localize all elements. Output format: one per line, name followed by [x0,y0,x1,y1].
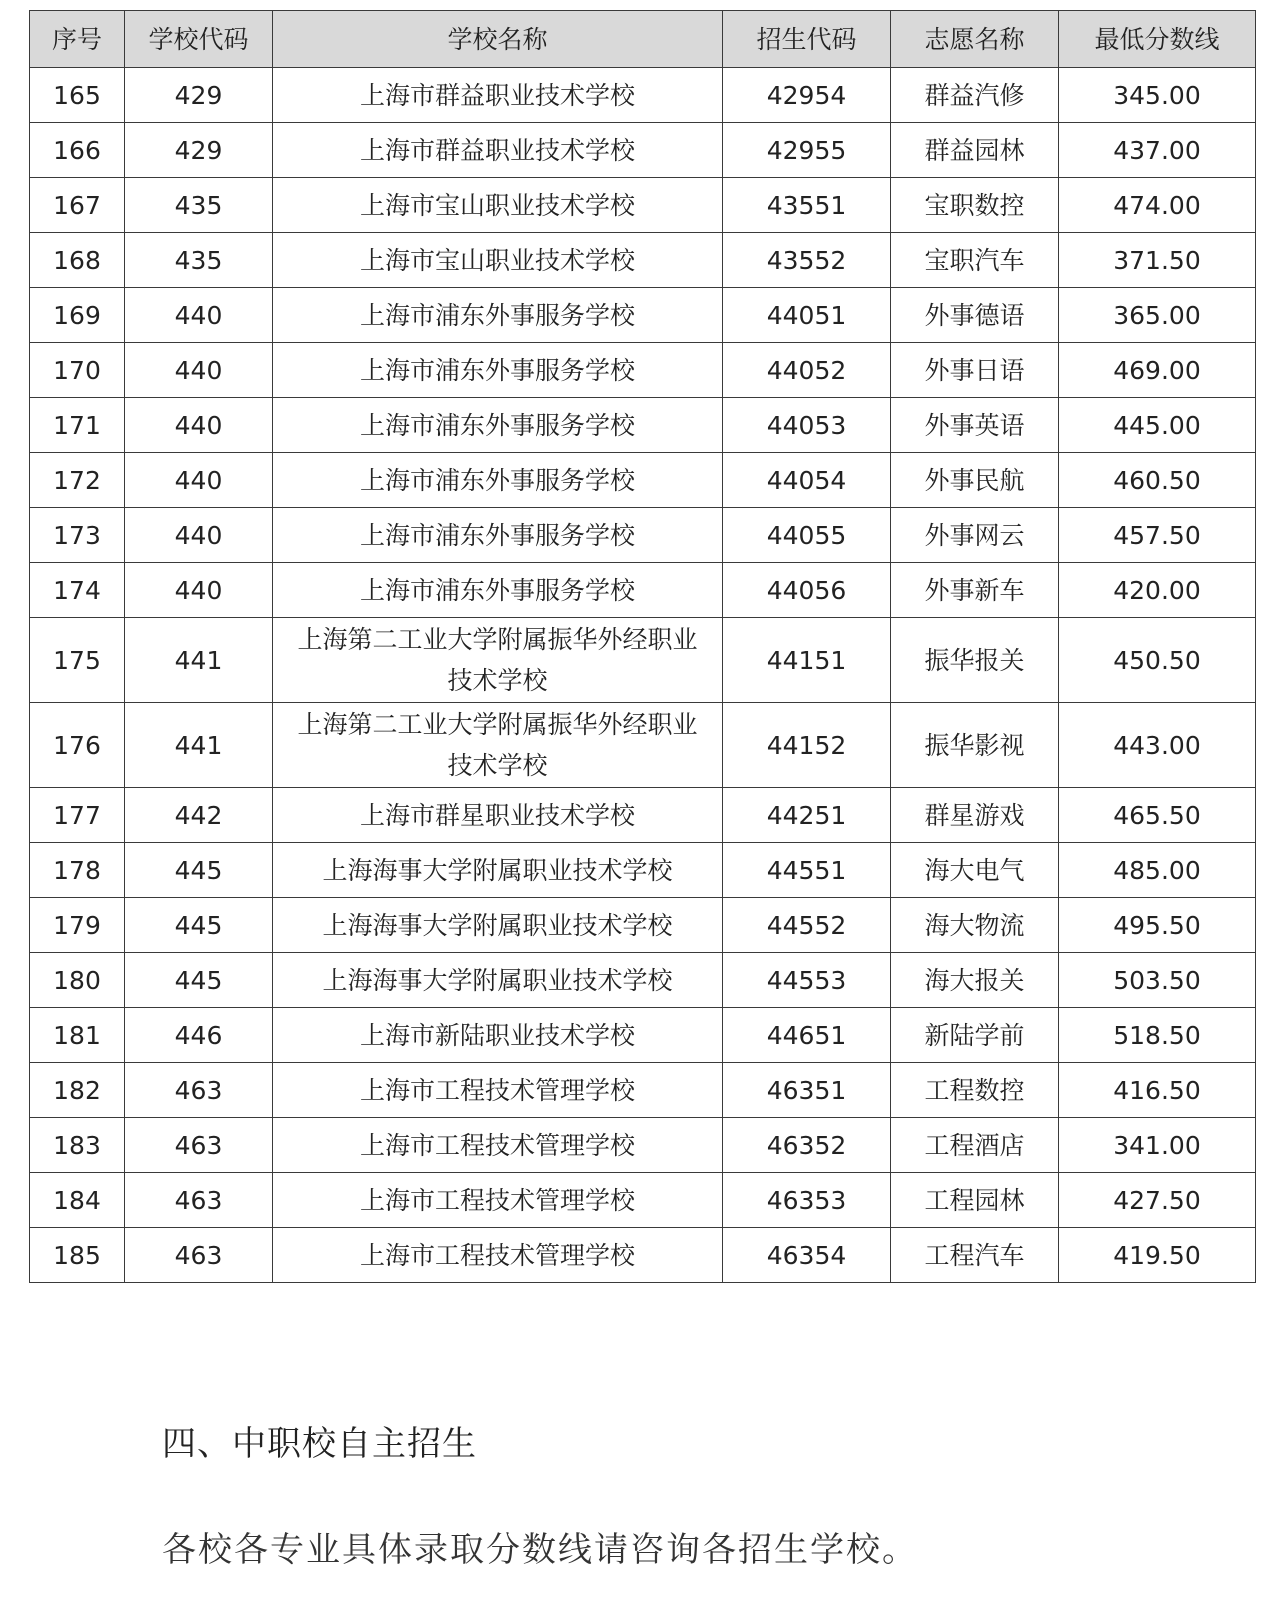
cell-program-name: 外事网云 [891,508,1059,563]
cell-serial-number: 179 [30,898,125,953]
cell-minimum-score: 518.50 [1059,1008,1256,1063]
cell-school-code: 463 [125,1118,273,1173]
cell-enrollment-code: 46354 [723,1228,891,1283]
cell-program-name: 海大物流 [891,898,1059,953]
table-row [30,1228,1256,1283]
cell-school-name: 上海市浦东外事服务学校 [273,343,723,398]
table-row [30,618,1256,703]
cell-minimum-score: 457.50 [1059,508,1256,563]
table-row [30,703,1256,788]
cell-enrollment-code: 43551 [723,178,891,233]
table-row [30,343,1256,398]
cell-school-name: 上海第二工业大学附属振华外经职业 技术学校 [273,703,723,788]
cell-serial-number: 181 [30,1008,125,1063]
cell-school-name: 上海海事大学附属职业技术学校 [273,898,723,953]
header-serial-number: 序号 [30,11,125,68]
table-row [30,843,1256,898]
cell-school-code: 446 [125,1008,273,1063]
cell-minimum-score: 460.50 [1059,453,1256,508]
cell-serial-number: 172 [30,453,125,508]
cell-program-name: 振华影视 [891,703,1059,788]
cell-school-code: 463 [125,1228,273,1283]
cell-school-code: 445 [125,843,273,898]
header-enrollment-code: 招生代码 [723,11,891,68]
cell-enrollment-code: 46351 [723,1063,891,1118]
cell-enrollment-code: 44052 [723,343,891,398]
cell-serial-number: 165 [30,68,125,123]
table-row [30,1063,1256,1118]
cell-school-code: 463 [125,1173,273,1228]
cell-minimum-score: 445.00 [1059,398,1256,453]
cell-school-name: 上海市工程技术管理学校 [273,1063,723,1118]
cell-serial-number: 178 [30,843,125,898]
cell-school-code: 440 [125,508,273,563]
cell-school-name: 上海海事大学附属职业技术学校 [273,843,723,898]
cell-school-name: 上海市工程技术管理学校 [273,1173,723,1228]
cell-serial-number: 167 [30,178,125,233]
cell-enrollment-code: 44251 [723,788,891,843]
cell-school-name: 上海市宝山职业技术学校 [273,178,723,233]
cell-serial-number: 184 [30,1173,125,1228]
cell-school-code: 440 [125,343,273,398]
cell-program-name: 宝职汽车 [891,233,1059,288]
cell-minimum-score: 419.50 [1059,1228,1256,1283]
cell-serial-number: 173 [30,508,125,563]
cell-serial-number: 185 [30,1228,125,1283]
cell-school-code: 440 [125,288,273,343]
table-row [30,898,1256,953]
cell-program-name: 外事民航 [891,453,1059,508]
cell-minimum-score: 485.00 [1059,843,1256,898]
cell-minimum-score: 345.00 [1059,68,1256,123]
table-row [30,233,1256,288]
cell-school-name: 上海第二工业大学附属振华外经职业 技术学校 [273,618,723,703]
cell-enrollment-code: 44051 [723,288,891,343]
table-row [30,123,1256,178]
cell-enrollment-code: 44553 [723,953,891,1008]
cell-program-name: 工程园林 [891,1173,1059,1228]
cell-program-name: 群益汽修 [891,68,1059,123]
cell-serial-number: 183 [30,1118,125,1173]
cell-enrollment-code: 46352 [723,1118,891,1173]
cell-minimum-score: 416.50 [1059,1063,1256,1118]
cell-minimum-score: 503.50 [1059,953,1256,1008]
cell-enrollment-code: 44054 [723,453,891,508]
cell-school-name: 上海市工程技术管理学校 [273,1118,723,1173]
cell-serial-number: 171 [30,398,125,453]
header-school-code: 学校代码 [125,11,273,68]
cell-enrollment-code: 46353 [723,1173,891,1228]
cell-school-code: 445 [125,898,273,953]
cell-serial-number: 176 [30,703,125,788]
cell-school-name: 上海市浦东外事服务学校 [273,288,723,343]
cell-program-name: 群益园林 [891,123,1059,178]
cell-school-name: 上海市群益职业技术学校 [273,123,723,178]
cell-program-name: 海大电气 [891,843,1059,898]
cell-school-code: 445 [125,953,273,1008]
cell-enrollment-code: 42955 [723,123,891,178]
cell-minimum-score: 450.50 [1059,618,1256,703]
table-header [30,11,1256,68]
cell-program-name: 工程酒店 [891,1118,1059,1173]
cell-school-code: 442 [125,788,273,843]
header-school-name: 学校名称 [273,11,723,68]
cell-school-code: 435 [125,233,273,288]
admission-score-table [29,10,1256,1283]
table-row [30,1118,1256,1173]
table-row [30,563,1256,618]
cell-minimum-score: 341.00 [1059,1118,1256,1173]
cell-program-name: 工程数控 [891,1063,1059,1118]
table-row [30,178,1256,233]
cell-enrollment-code: 44151 [723,618,891,703]
cell-school-name: 上海市群益职业技术学校 [273,68,723,123]
cell-enrollment-code: 44552 [723,898,891,953]
cell-enrollment-code: 44551 [723,843,891,898]
cell-school-name: 上海海事大学附属职业技术学校 [273,953,723,1008]
cell-program-name: 群星游戏 [891,788,1059,843]
cell-enrollment-code: 44055 [723,508,891,563]
cell-serial-number: 170 [30,343,125,398]
cell-program-name: 宝职数控 [891,178,1059,233]
cell-enrollment-code: 43552 [723,233,891,288]
cell-school-name: 上海市群星职业技术学校 [273,788,723,843]
cell-enrollment-code: 44053 [723,398,891,453]
cell-serial-number: 168 [30,233,125,288]
cell-program-name: 振华报关 [891,618,1059,703]
table-row [30,398,1256,453]
cell-school-name: 上海市宝山职业技术学校 [273,233,723,288]
section-heading: 四、中职校自主招生 [162,1424,477,1464]
cell-minimum-score: 365.00 [1059,288,1256,343]
table-row [30,508,1256,563]
cell-minimum-score: 443.00 [1059,703,1256,788]
table-row [30,453,1256,508]
cell-school-code: 435 [125,178,273,233]
cell-serial-number: 169 [30,288,125,343]
cell-school-code: 429 [125,68,273,123]
cell-school-code: 441 [125,703,273,788]
cell-enrollment-code: 44152 [723,703,891,788]
cell-program-name: 外事英语 [891,398,1059,453]
cell-serial-number: 180 [30,953,125,1008]
cell-enrollment-code: 42954 [723,68,891,123]
cell-minimum-score: 371.50 [1059,233,1256,288]
cell-minimum-score: 437.00 [1059,123,1256,178]
cell-enrollment-code: 44056 [723,563,891,618]
cell-enrollment-code: 44651 [723,1008,891,1063]
table-row [30,1008,1256,1063]
table-row [30,288,1256,343]
cell-school-code: 441 [125,618,273,703]
table-header-row [30,11,1256,68]
cell-serial-number: 177 [30,788,125,843]
cell-school-name: 上海市浦东外事服务学校 [273,563,723,618]
cell-serial-number: 174 [30,563,125,618]
cell-school-code: 440 [125,398,273,453]
header-minimum-score: 最低分数线 [1059,11,1256,68]
cell-program-name: 外事新车 [891,563,1059,618]
table-row [30,1173,1256,1228]
table-row [30,68,1256,123]
table-row [30,953,1256,1008]
cell-school-code: 463 [125,1063,273,1118]
cell-serial-number: 175 [30,618,125,703]
cell-school-name: 上海市工程技术管理学校 [273,1228,723,1283]
section-body-text: 各校各专业具体录取分数线请咨询各招生学校。 [162,1530,918,1570]
cell-program-name: 海大报关 [891,953,1059,1008]
cell-school-code: 440 [125,563,273,618]
header-program-name: 志愿名称 [891,11,1059,68]
cell-serial-number: 166 [30,123,125,178]
cell-school-name: 上海市浦东外事服务学校 [273,508,723,563]
cell-minimum-score: 427.50 [1059,1173,1256,1228]
cell-minimum-score: 465.50 [1059,788,1256,843]
cell-school-code: 429 [125,123,273,178]
cell-minimum-score: 469.00 [1059,343,1256,398]
cell-serial-number: 182 [30,1063,125,1118]
cell-minimum-score: 474.00 [1059,178,1256,233]
cell-school-name: 上海市浦东外事服务学校 [273,453,723,508]
cell-program-name: 外事德语 [891,288,1059,343]
table-row [30,788,1256,843]
cell-program-name: 新陆学前 [891,1008,1059,1063]
table-body [30,68,1256,1283]
cell-minimum-score: 495.50 [1059,898,1256,953]
cell-school-code: 440 [125,453,273,508]
cell-program-name: 工程汽车 [891,1228,1059,1283]
cell-minimum-score: 420.00 [1059,563,1256,618]
cell-school-name: 上海市浦东外事服务学校 [273,398,723,453]
cell-school-name: 上海市新陆职业技术学校 [273,1008,723,1063]
cell-program-name: 外事日语 [891,343,1059,398]
